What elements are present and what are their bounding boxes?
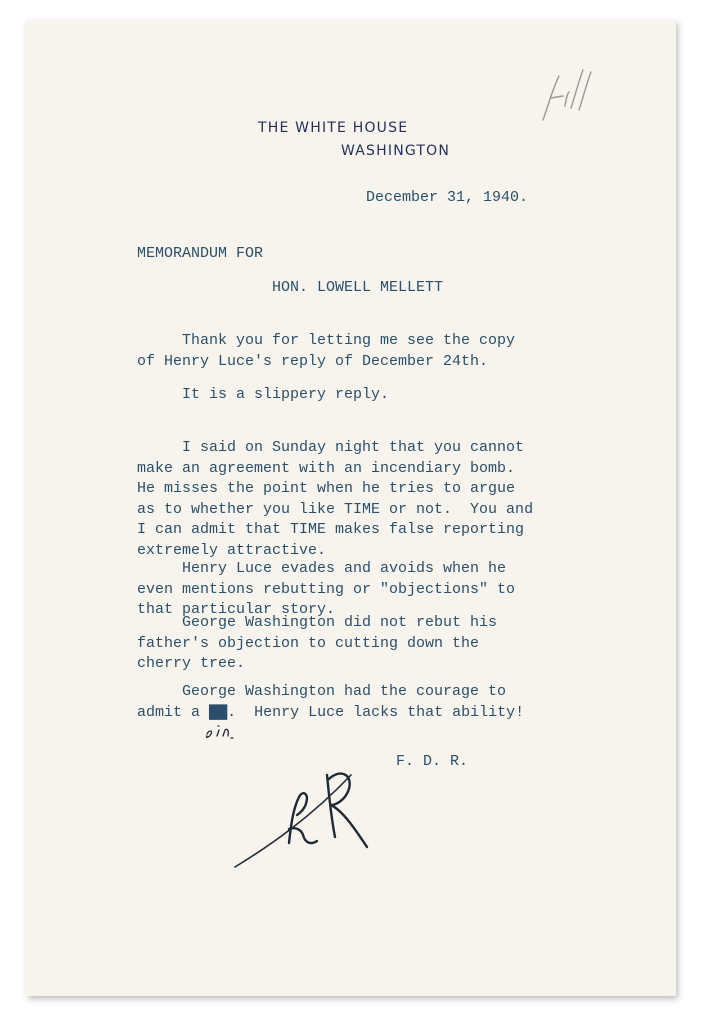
paragraph-3 xyxy=(137,438,607,561)
paragraph-line: George Washington did not rebut his xyxy=(137,614,498,631)
memo-heading: MEMORANDUM FOR xyxy=(137,245,264,262)
paragraph-line: of Henry Luce's reply of December 24th. xyxy=(137,352,489,370)
handwritten-file-note xyxy=(531,58,611,143)
typed-initials: F. D. R. xyxy=(396,753,469,770)
paragraph-line: admit a ▇▇. Henry Luce lacks that ability! xyxy=(137,703,525,721)
paragraph-5 xyxy=(137,613,607,675)
memo-recipient: HON. LOWELL MELLETT xyxy=(272,279,444,296)
paragraph-line: I can admit that TIME makes false reporting xyxy=(137,521,525,538)
paragraph-line: extremely attractive. xyxy=(137,541,327,559)
paragraph-line: even mentions rebutting or "objections" to xyxy=(137,580,516,598)
paragraph-line: father's objection to cutting down the xyxy=(137,634,480,652)
paragraph-line: He misses the point when he tries to argue xyxy=(137,480,516,497)
letterhead-line-2: WASHINGTON xyxy=(341,143,451,159)
signature xyxy=(231,745,411,880)
paragraph-line: Thank you for letting me see the copy xyxy=(137,332,516,349)
letter-date: December 31, 1940. xyxy=(366,189,529,206)
paragraph-line: that particular story. xyxy=(137,601,336,618)
paragraph-line: cherry tree. xyxy=(137,655,246,672)
paragraph-1 xyxy=(137,331,607,372)
paragraph-2 xyxy=(137,385,607,406)
letterhead-line-1: THE WHITE HOUSE xyxy=(258,120,409,136)
paragraph-line: George Washington had the courage to xyxy=(137,683,507,700)
paragraph-6 xyxy=(137,682,607,723)
paragraph-line: as to whether you like TIME or not. You and xyxy=(137,500,534,518)
paragraph-4 xyxy=(137,559,607,621)
paragraph-line: Henry Luce evades and avoids when he xyxy=(137,560,507,577)
letter-sheet xyxy=(26,20,676,996)
handwritten-correction xyxy=(201,720,251,747)
paragraph-line: It is a slippery reply. xyxy=(137,386,390,403)
paragraph-line: make an agreement with an incendiary bomb. xyxy=(137,459,516,477)
paragraph-line: I said on Sunday night that you cannot xyxy=(137,439,525,456)
